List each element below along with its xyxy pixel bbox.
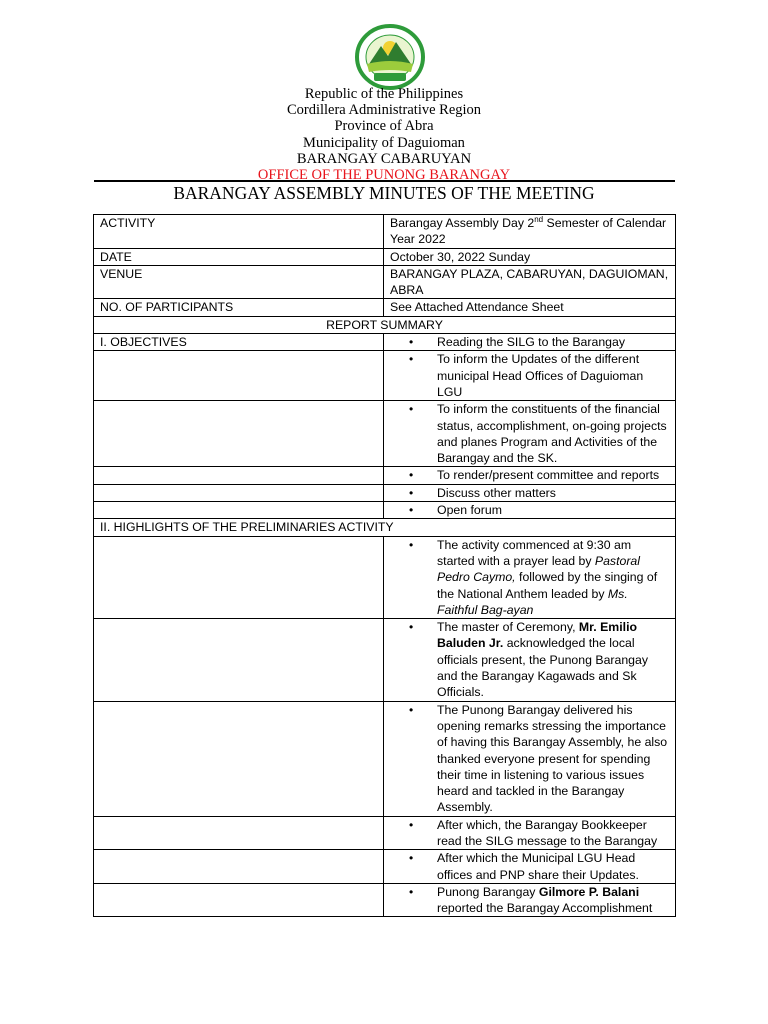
- highlight-cell: [384, 701, 676, 816]
- activity-value-text: Barangay Assembly Day 2: [390, 216, 535, 230]
- table-row: [94, 351, 676, 401]
- official-seal-logo: [355, 24, 425, 90]
- participants-value: See Attached Attendance Sheet: [384, 299, 676, 316]
- highlight-cell: [384, 536, 676, 618]
- letterhead-office: OFFICE OF THE PUNONG BARANGAY: [257, 167, 511, 184]
- document-title: BARANGAY ASSEMBLY MINUTES OF THE MEETING: [173, 183, 595, 203]
- highlight-cell: [384, 816, 676, 850]
- highlight-cell: [384, 619, 676, 701]
- list-item: [390, 537, 669, 618]
- objective-cell: [384, 401, 676, 467]
- minutes-table: [93, 214, 676, 917]
- bullet-icon: •: [409, 335, 414, 350]
- highlight-cell: [384, 850, 676, 884]
- list-item: [390, 884, 669, 917]
- letterhead-barangay: BARANGAY CABARUYAN: [296, 150, 472, 167]
- activity-value-suffix: nd: [534, 214, 544, 224]
- letterhead-province: Province of Abra: [334, 118, 434, 135]
- activity-value: [384, 215, 676, 249]
- bullet-icon: •: [409, 485, 414, 500]
- bullet-icon: •: [409, 402, 414, 417]
- objective-text: To render/present committee and reports: [437, 468, 660, 483]
- list-item: [390, 502, 669, 518]
- bullet-icon: •: [409, 503, 414, 518]
- empty-cell: [94, 701, 384, 816]
- list-item: [390, 619, 669, 700]
- table-row: [94, 619, 676, 701]
- table-row: [94, 816, 676, 850]
- table-row: [94, 701, 676, 816]
- highlight-text: After which, the Barangay Bookkeeper read the SILG message to the Barangay: [437, 817, 658, 848]
- list-item: [390, 334, 669, 350]
- highlight-text: After which the Municipal LGU Head offices and PNP share their Updates.: [437, 851, 639, 882]
- objective-cell: [384, 502, 676, 519]
- bullet-icon: •: [409, 537, 414, 552]
- list-item: [390, 850, 669, 883]
- table-row: [94, 850, 676, 884]
- list-item: [390, 817, 669, 850]
- empty-cell: [94, 401, 384, 467]
- empty-cell: [94, 484, 384, 501]
- table-row: [94, 316, 676, 333]
- date-value: October 30, 2022 Sunday: [384, 248, 676, 265]
- empty-cell: [94, 536, 384, 618]
- letterhead: [0, 86, 768, 183]
- empty-cell: [94, 816, 384, 850]
- activity-value-rest: Semester of Calendar Year 2022: [390, 216, 667, 247]
- empty-cell: [94, 619, 384, 701]
- bullet-icon: •: [409, 817, 414, 832]
- table-row: [94, 299, 676, 316]
- highlights-heading: II. HIGHLIGHTS OF THE PRELIMINARIES ACTIVITY: [94, 519, 676, 536]
- header-divider: [94, 180, 675, 182]
- bullet-icon: •: [409, 702, 414, 717]
- objective-cell: [384, 484, 676, 501]
- highlight-cell: [384, 883, 676, 917]
- date-label: DATE: [94, 248, 384, 265]
- table-row: [94, 467, 676, 484]
- letterhead-region: Cordillera Administrative Region: [286, 102, 482, 119]
- list-item: [390, 485, 669, 501]
- objective-text: Reading the SILG to the Barangay: [437, 335, 625, 350]
- letterhead-republic: Republic of the Philippines: [304, 86, 464, 102]
- highlight-text: The activity commenced at 9:30 am started with a prayer lead by: [437, 537, 632, 568]
- empty-cell: [94, 351, 384, 401]
- highlight-text: acknowledged the local officials present, the Punong Barangay and the Barangay Kagawads and Sk Officials.: [437, 636, 649, 700]
- table-row: [94, 401, 676, 467]
- list-item: [390, 702, 669, 816]
- bullet-icon: •: [409, 851, 414, 866]
- objective-text: To inform the constituents of the financial status, accomplishment, on-going projects and planes Program and Activities of the Barangay and the SK.: [437, 402, 667, 466]
- table-row: [94, 883, 676, 917]
- bullet-icon: •: [409, 620, 414, 635]
- empty-cell: [94, 467, 384, 484]
- objective-cell: [384, 351, 676, 401]
- empty-cell: [94, 850, 384, 884]
- bullet-icon: •: [409, 352, 414, 367]
- table-row: [94, 484, 676, 501]
- list-item: [390, 467, 669, 483]
- letterhead-municipality: Municipality of Daguioman: [303, 134, 465, 151]
- table-row: [94, 502, 676, 519]
- objectives-heading: I. OBJECTIVES: [94, 334, 384, 351]
- highlight-text: followed by the singing of the National Anthem leaded by: [437, 570, 658, 601]
- highlight-text: reported the Barangay Accomplishment: [437, 901, 653, 916]
- list-item: [390, 351, 669, 400]
- list-item: [390, 401, 669, 466]
- table-row: [94, 215, 676, 249]
- table-row: [94, 334, 676, 351]
- venue-label: VENUE: [94, 265, 384, 299]
- highlight-text: The master of Ceremony,: [437, 620, 579, 635]
- objective-cell: [384, 334, 676, 351]
- empty-cell: [94, 883, 384, 917]
- highlight-name-bold: Mr. Emilio Baluden Jr.: [437, 620, 638, 651]
- venue-value: BARANGAY PLAZA, CABARUYAN, DAGUIOMAN, ABRA: [384, 265, 676, 299]
- participants-label: NO. OF PARTICIPANTS: [94, 299, 384, 316]
- objective-text: Open forum: [437, 503, 502, 518]
- highlight-text: Punong Barangay: [437, 884, 539, 899]
- table-row: [94, 248, 676, 265]
- report-summary-heading: REPORT SUMMARY: [94, 316, 676, 333]
- objective-text: To inform the Updates of the different municipal Head Offices of Daguioman LGU: [437, 352, 644, 399]
- table-row: [94, 265, 676, 299]
- highlight-name-bold: Gilmore P. Balani: [538, 884, 640, 899]
- activity-label: ACTIVITY: [94, 215, 384, 249]
- bullet-icon: •: [409, 468, 414, 483]
- highlight-name-italic: Pastoral Pedro Caymo,: [437, 553, 641, 585]
- objective-text: Discuss other matters: [437, 485, 556, 500]
- highlight-name-italic: Ms. Faithful Bag-ayan: [437, 586, 628, 617]
- table-row: [94, 536, 676, 618]
- highlight-text: The Punong Barangay delivered his opening remarks stressing the importance of having this Barangay Assembly, he also thanked everyone present for spending their time in listening to various issues heard and tackled in the Barangay Assembly.: [437, 702, 668, 815]
- table-row: [94, 519, 676, 536]
- objective-cell: [384, 467, 676, 484]
- bullet-icon: •: [409, 884, 414, 899]
- empty-cell: [94, 502, 384, 519]
